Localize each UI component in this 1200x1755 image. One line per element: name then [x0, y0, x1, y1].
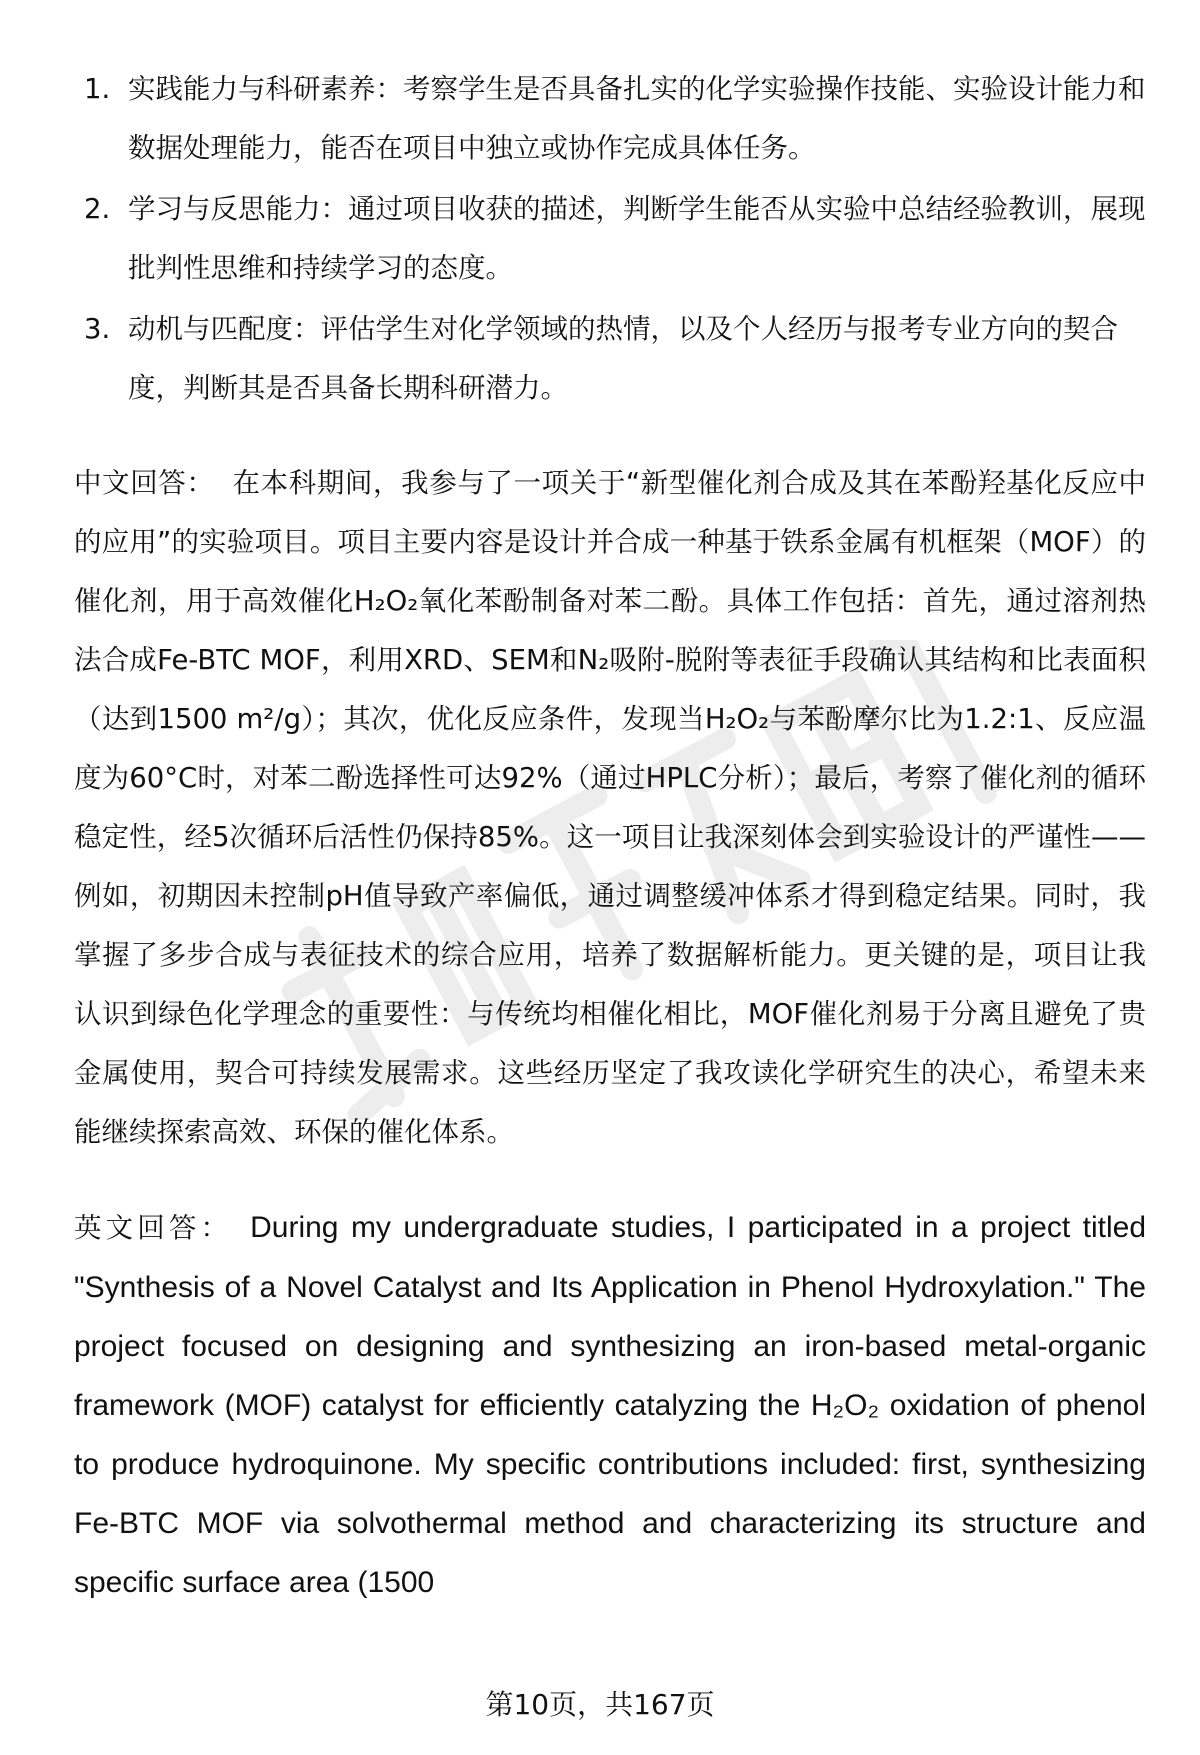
criteria-number: 3. [84, 313, 111, 345]
chinese-answer-paragraph [74, 454, 1146, 1162]
evaluation-criteria-list [74, 60, 1146, 418]
english-answer-text: During my undergraduate studies, I participated in a project titled "Synthesis of a Novel Catalyst and Its Application in Phenol Hydroxylation." The project focused on designing and synthesizing an iron-based metal-organic framework (MOF) catalyst for efficiently catalyzing the H₂O₂ oxidation of phenol to produce hydroquinone. My specific contributions included: first, synthesizing Fe-BTC MOF via solvothermal method and characterizing its structure and specific surface area (1500 [74, 1211, 1147, 1599]
criteria-number: 2. [84, 193, 111, 225]
criteria-item [74, 180, 1146, 298]
criteria-text: 学习与反思能力：通过项目收获的描述，判断学生能否从实验中总结经验教训，展现批判性思维和持续学习的态度。 [128, 193, 1146, 284]
criteria-number: 1. [84, 73, 111, 105]
criteria-text: 动机与匹配度：评估学生对化学领域的热情，以及个人经历与报考专业方向的契合度，判断其是否具备长期科研潜力。 [128, 313, 1118, 404]
english-answer-label: 英文回答： [74, 1212, 233, 1244]
main-content [74, 60, 1146, 1612]
page-footer [0, 1685, 1200, 1725]
chinese-answer-text: 在本科期间，我参与了一项关于“新型催化剂合成及其在苯酚羟基化反应中的应用”的实验项目。项目主要内容是设计并合成一种基于铁系金属有机框架（MOF）的催化剂，用于高效催化H₂O₂氧化苯酚制备对苯二酚。具体工作包括：首先，通过溶剂热法合成Fe-BTC MOF，利用XRD、SEM和N₂吸附-脱附等表征手段确认其结构和比表面积（达到1500 m²/g）；其次，优化反应条件，发现当H₂O₂与苯酚摩尔比为1.2:1、反应温度为60°C时，对苯二酚选择性可达92%（通过HPLC分析）；最后，考察了催化剂的循环稳定性，经5次循环后活性仍保持85%。这一项目让我深刻体会到实验设计的严谨性——例如，初期因未控制pH值导致产率偏低，通过调整缓冲体系才得到稳定结果。同时，我掌握了多步合成与表征技术的综合应用，培养了数据解析能力。更关键的是，项目让我认识到绿色化学理念的重要性：与传统均相催化相比，MOF催化剂易于分离且避免了贵金属使用，契合可持续发展需求。这些经历坚定了我攻读化学研究生的决心，希望未来能继续探索高效、环保的催化体系。 [74, 467, 1147, 1148]
page-number: 第10页，共167页 [485, 1688, 715, 1721]
english-answer-paragraph [74, 1198, 1146, 1612]
criteria-item [74, 300, 1146, 418]
criteria-text: 实践能力与科研素养：考察学生是否具备扎实的化学实验操作技能、实验设计能力和数据处理能力，能否在项目中独立或协作完成具体任务。 [128, 73, 1146, 164]
chinese-answer-label: 中文回答： [74, 467, 215, 499]
criteria-item [74, 60, 1146, 178]
